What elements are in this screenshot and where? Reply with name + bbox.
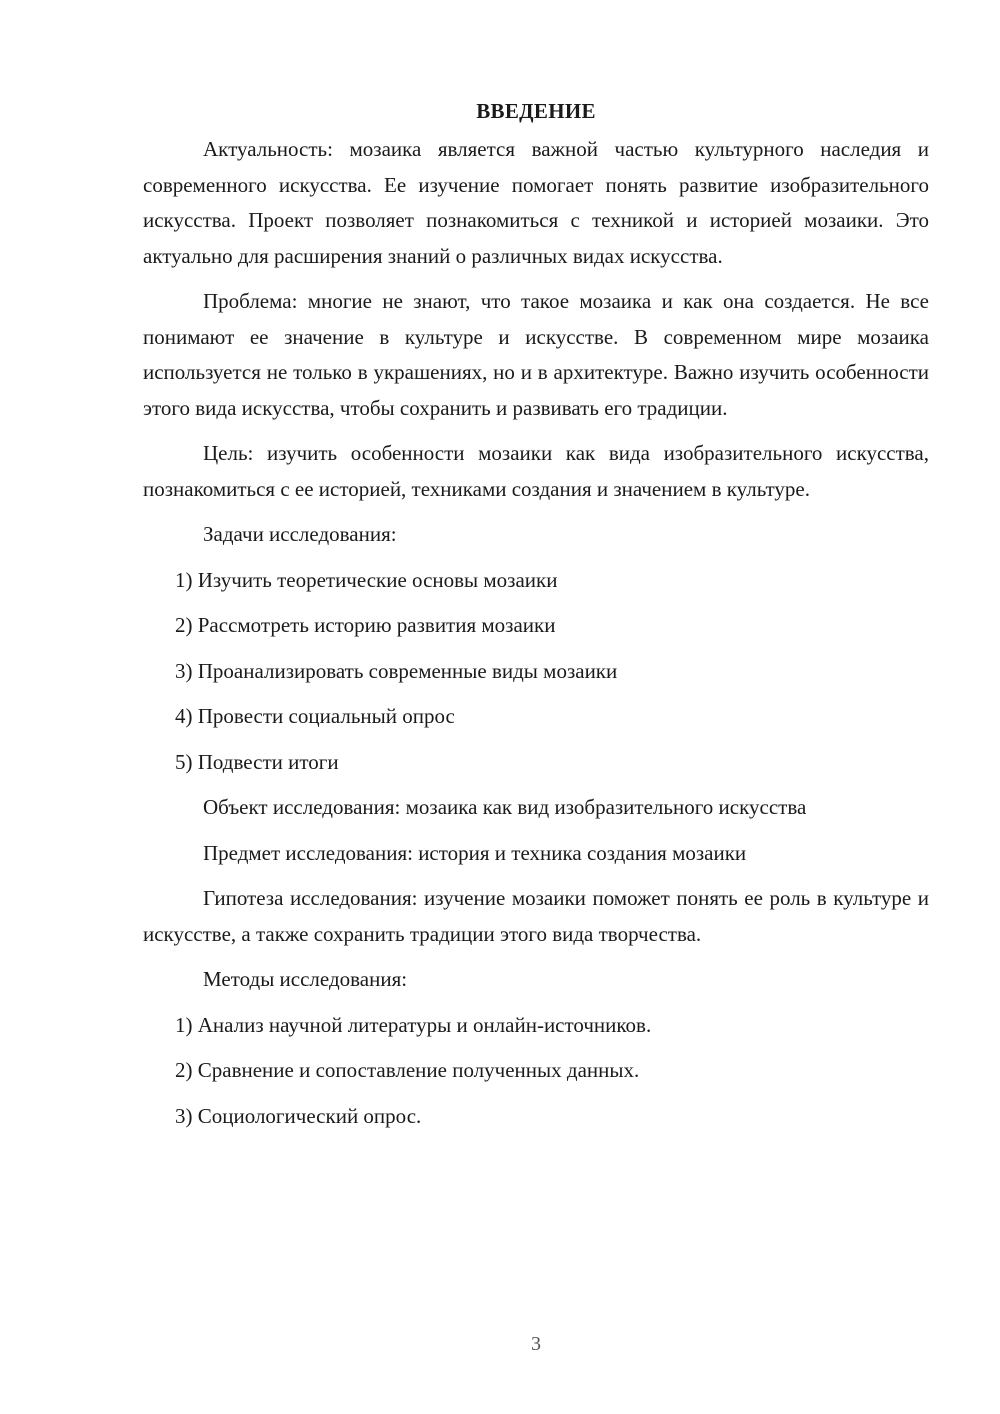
research-subject: Предмет исследования: история и техника создания мозаики — [203, 840, 747, 865]
method-item: 1) Анализ научной литературы и онлайн-источников. — [175, 1012, 652, 1037]
problem-paragraph: Проблема: многие не знают, что такое мозаика и как она создается. Не все понимают ее значение в культуре и искусстве. В современном мире мозаика используется не только в украшениях, но и в архитектуре. Важно изучить особенности этого вида искусства, чтобы сохранить и развивать его традиции. — [143, 289, 929, 420]
hypothesis-paragraph: Гипотеза исследования: изучение мозаики поможет понять ее роль в культуре и искусстве, а также сохранить традиции этого вида творчества. — [143, 886, 929, 946]
relevance-paragraph: Актуальность: мозаика является важной частью культурного наследия и современного искусства. Ее изучение помогает понять развитие изобразительного искусства. Проект позволяет познакомиться с техникой и историей мозаики. Это актуально для расширения знаний о различных видах искусства. — [143, 137, 929, 268]
research-object: Объект исследования: мозаика как вид изобразительного искусства — [203, 795, 807, 819]
goal-paragraph: Цель: изучить особенности мозаики как вида изобразительного искусства, познакомиться с ее историей, техниками создания и значением в культуре. — [143, 441, 929, 501]
task-item: 1) Изучить теоретические основы мозаики — [175, 567, 558, 592]
task-item: 5) Подвести итоги — [175, 749, 339, 774]
method-item: 2) Сравнение и сопоставление полученных данных. — [175, 1058, 640, 1082]
task-item: 2) Рассмотреть историю развития мозаики — [175, 613, 556, 637]
page-number: 3 — [531, 1333, 541, 1355]
document-page — [143, 90, 929, 1144]
task-item: 3) Проанализировать современные виды мозаики — [175, 658, 618, 683]
method-item: 3) Социологический опрос. — [175, 1103, 422, 1128]
task-item: 4) Провести социальный опрос — [175, 704, 455, 728]
tasks-title: Задачи исследования: — [203, 522, 397, 546]
methods-title: Методы исследования: — [203, 967, 408, 991]
page-title: ВВЕДЕНИЕ — [476, 99, 596, 123]
